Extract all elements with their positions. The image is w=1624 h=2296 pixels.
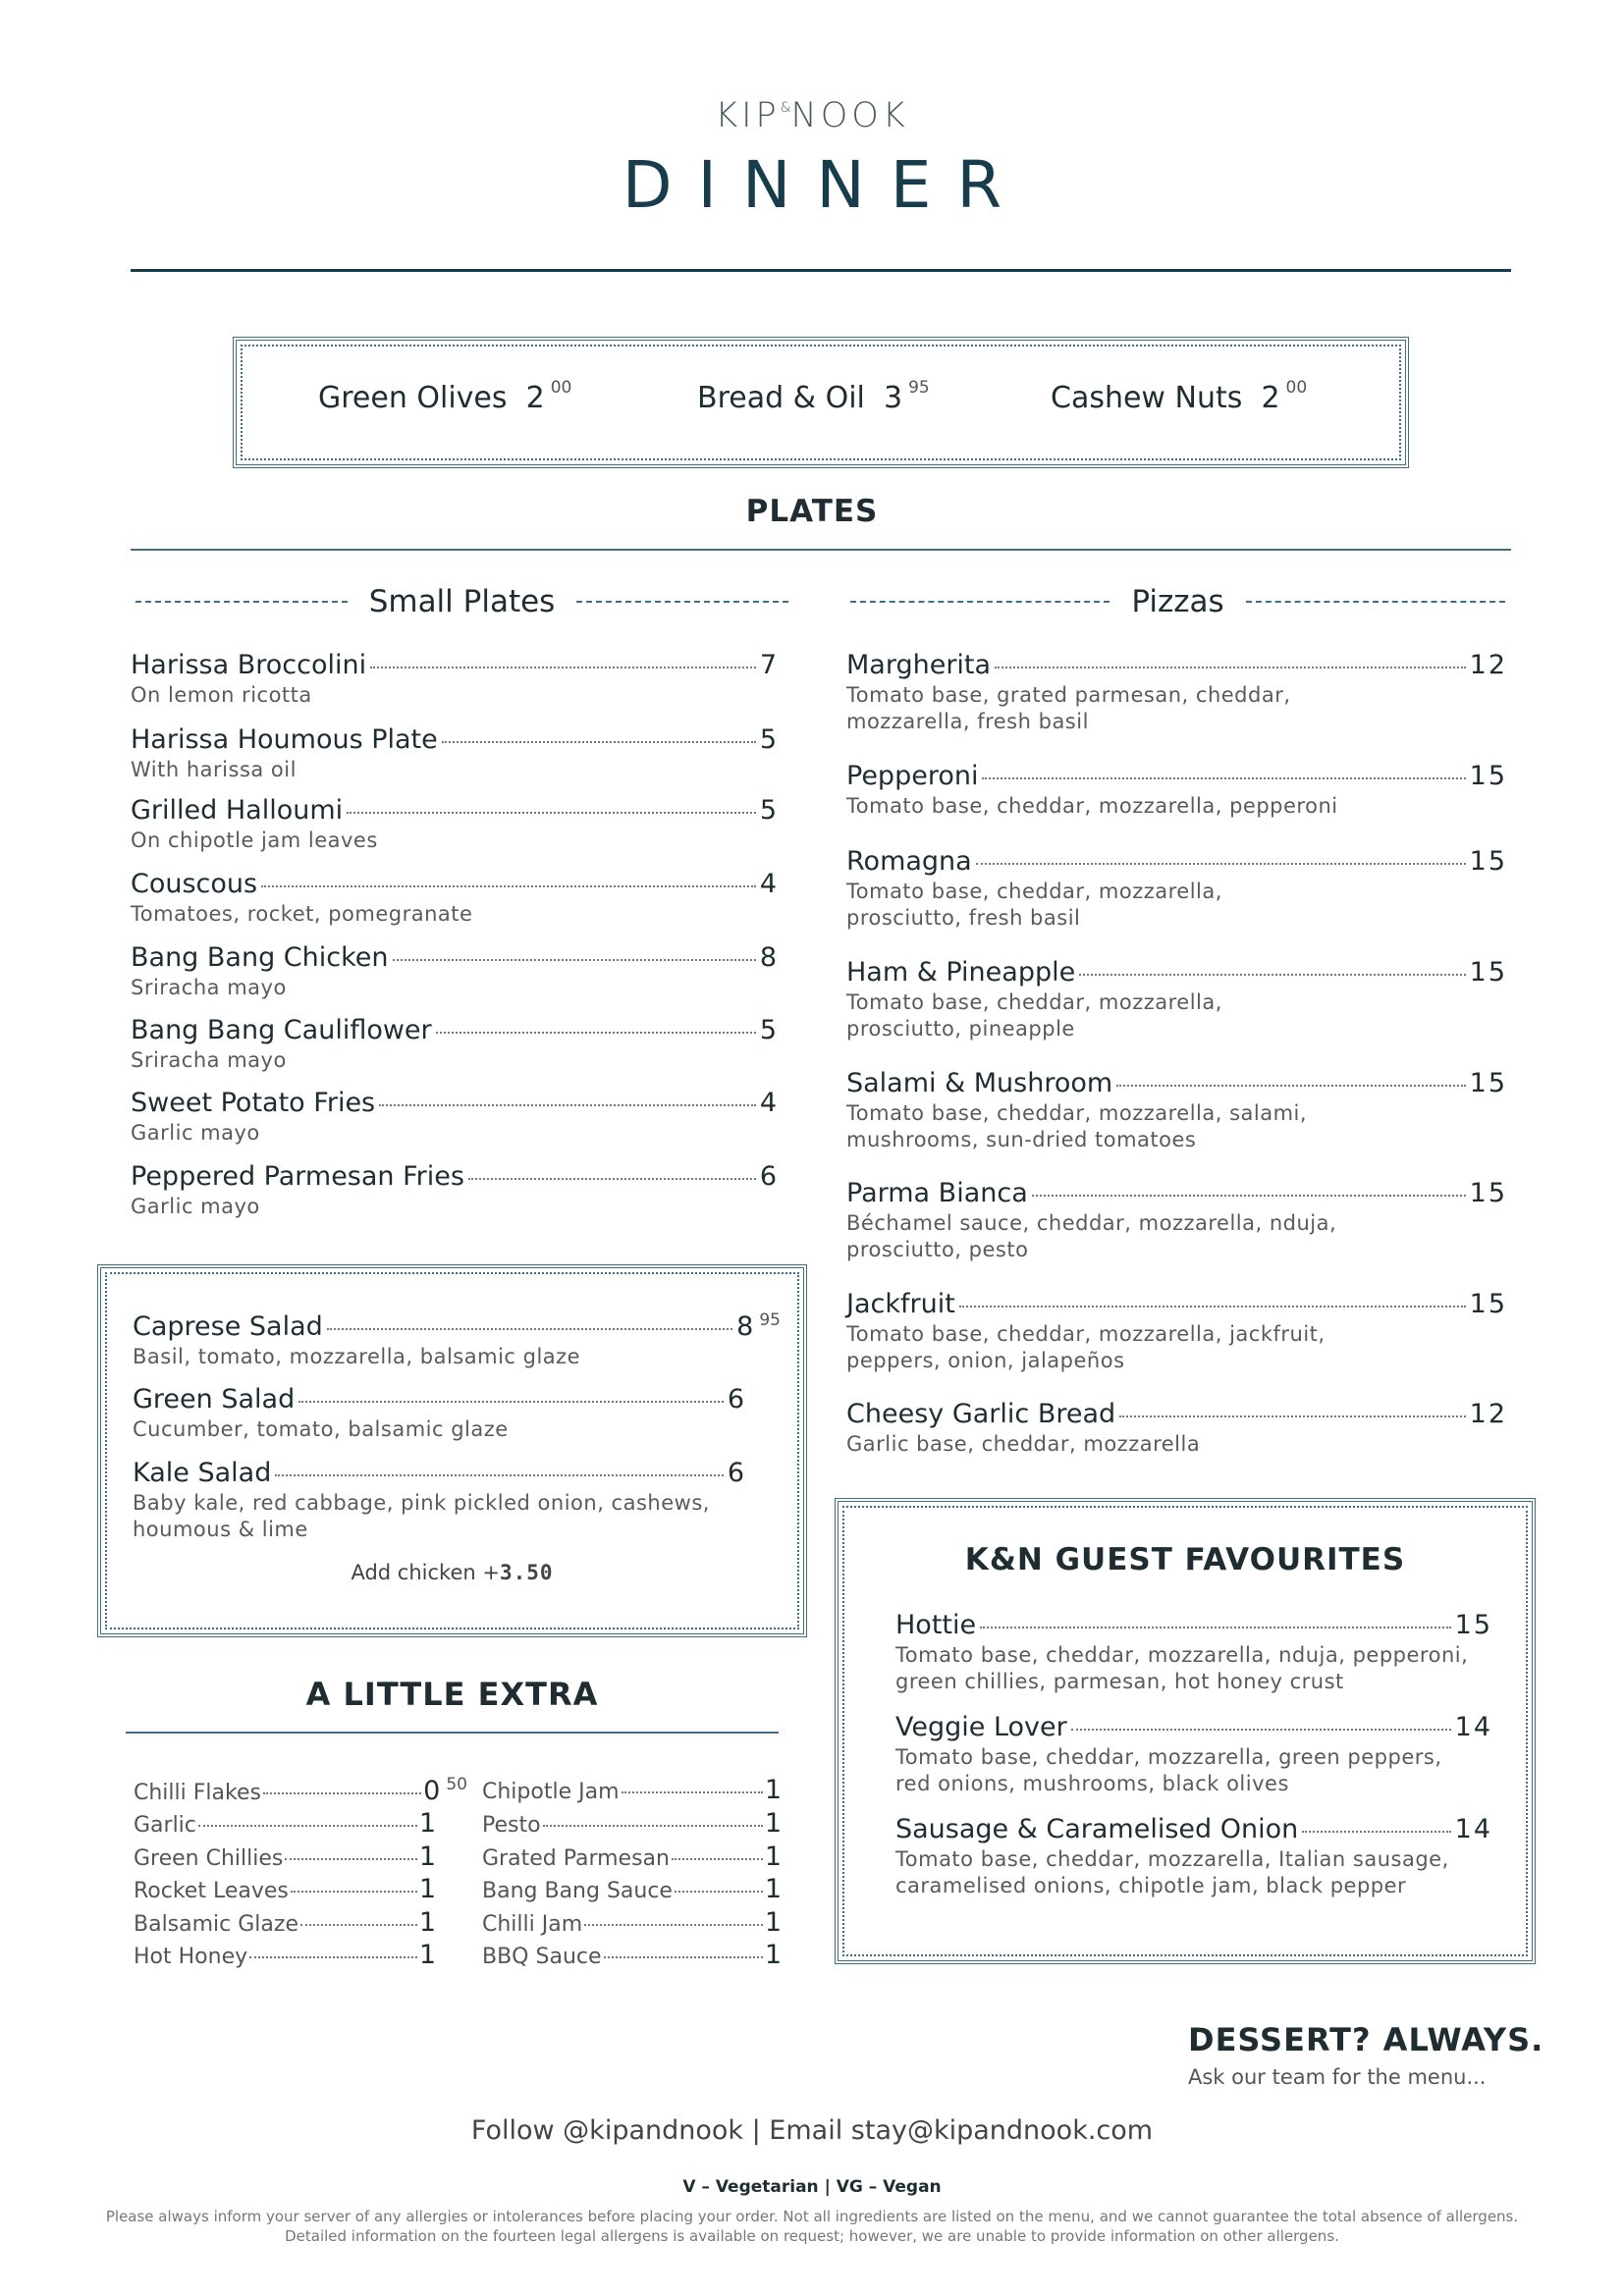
item-description: Tomato base, cheddar, mozzarella, salami, mushrooms, sun-dried tomatoes (846, 1101, 1308, 1151)
extra-name: Balsamic Glaze (134, 1912, 298, 1937)
extra-item (134, 1940, 436, 1970)
item-name: Caprese Salad (133, 1311, 323, 1342)
leader-dots (370, 667, 756, 668)
dessert-subtext: Ask our team for the menu... (1188, 2065, 1487, 2089)
item-name: Couscous (131, 869, 258, 899)
extras-divider (126, 1732, 779, 1734)
item-price: 8 (759, 942, 779, 973)
item-description: With harissa oil (131, 758, 297, 781)
item-description: Garlic mayo (131, 1121, 260, 1145)
item-price (736, 1310, 781, 1342)
item-price: 6 (759, 1161, 779, 1192)
item-description: Béchamel sauce, cheddar, mozzarella, nduja, prosciutto, pesto (846, 1211, 1337, 1261)
leader-dots (285, 1858, 416, 1860)
leader-dots (980, 1627, 1451, 1629)
extra-name: Chilli Flakes (134, 1781, 261, 1805)
menu-item (846, 957, 1507, 1042)
leader-dots (982, 777, 1465, 779)
extras-heading: A LITTLE EXTRA (305, 1676, 599, 1713)
item-name: Bang Bang Cauliflower (131, 1015, 432, 1045)
leader-dots (442, 741, 756, 743)
leader-dots (261, 885, 756, 887)
starter-pence: 00 (550, 378, 572, 398)
item-price: 6 (727, 1458, 746, 1488)
item-name: Hottie (895, 1610, 977, 1640)
price-pounds: 8 (736, 1311, 756, 1342)
item-name: Veggie Lover (895, 1712, 1067, 1742)
menu-item (131, 724, 779, 783)
leader-dots (291, 1891, 417, 1893)
extra-item (482, 1874, 782, 1904)
extra-price: 1 (764, 1842, 782, 1872)
extra-item (482, 1775, 782, 1805)
item-price: 12 (1469, 1399, 1507, 1429)
menu-item (133, 1458, 746, 1543)
extra-price: 1 (418, 1842, 436, 1872)
extra-name: Chilli Jam (482, 1912, 583, 1937)
dash-rule (135, 601, 348, 603)
addon-text: Add chicken + (351, 1561, 500, 1584)
item-name: Bang Bang Chicken (131, 942, 389, 973)
extra-name: Garlic (134, 1813, 196, 1838)
brand-right: NOOK (790, 96, 909, 135)
extra-name: Grated Parmesan (482, 1846, 670, 1871)
starter-price: 3 (883, 381, 903, 415)
item-name: Green Salad (133, 1384, 296, 1415)
leader-dots (976, 863, 1466, 865)
item-price: 7 (759, 650, 779, 680)
menu-item (133, 1384, 746, 1443)
item-price: 15 (1469, 846, 1507, 877)
leader-dots (604, 1956, 763, 1958)
menu-item (895, 1712, 1492, 1797)
starter-name: Bread & Oil (697, 381, 865, 415)
extra-item (482, 1907, 782, 1938)
menu-item (846, 650, 1507, 735)
extra-item (134, 1808, 436, 1839)
extra-item (134, 1842, 436, 1872)
menu-item (131, 869, 779, 928)
item-name: Sweet Potato Fries (131, 1088, 376, 1118)
header-divider (131, 269, 1511, 272)
extra-name: Bang Bang Sauce (482, 1879, 673, 1903)
extra-item (482, 1808, 782, 1839)
item-description: Tomato base, grated parmesan, cheddar, mozzarella, fresh basil (846, 683, 1291, 733)
item-description: Tomato base, cheddar, mozzarella, nduja, pepperoni, green chillies, parmesan, hot honey crust (895, 1643, 1469, 1693)
guest-favourites-heading: K&N GUEST FAVOURITES (964, 1542, 1406, 1577)
leader-dots (379, 1104, 756, 1106)
leader-dots (1032, 1195, 1466, 1197)
contact-line: Follow @kipandnook | Email stay@kipandnook.com (470, 2115, 1154, 2146)
item-price: 5 (759, 1015, 779, 1045)
extra-price: 1 (764, 1940, 782, 1970)
starter-item (1051, 378, 1308, 415)
item-description: Garlic mayo (131, 1195, 260, 1218)
menu-item (131, 1015, 779, 1074)
brand-amp: & (780, 100, 791, 116)
starter-item (318, 378, 572, 415)
leader-dots (672, 1858, 763, 1860)
starter-price: 2 (1261, 381, 1280, 415)
leader-dots (347, 812, 756, 814)
menu-item (846, 846, 1507, 932)
disclaimer-line: Detailed information on the fourteen legal allergens is available on request; however, we are unable to provide information on other allergens. (285, 2227, 1339, 2245)
leader-dots (1119, 1415, 1466, 1417)
menu-item (131, 1088, 779, 1147)
brand-left: KIP (715, 96, 781, 135)
leader-dots (1116, 1085, 1465, 1087)
small-plates-heading (135, 584, 788, 619)
menu-item (846, 1399, 1507, 1458)
leader-dots (959, 1306, 1466, 1308)
starter-name: Cashew Nuts (1051, 381, 1243, 415)
item-name: Sausage & Caramelised Onion (895, 1814, 1299, 1844)
item-name: Margherita (846, 650, 992, 680)
leader-dots (543, 1825, 763, 1827)
extra-price: 1 (764, 1907, 782, 1938)
item-name: Romagna (846, 846, 972, 877)
disclaimer-line: Please always inform your server of any allergies or intolerances before placing your order. Not all ingredients are listed on the menu, and we cannot guarantee the total absence of allergens. (105, 2208, 1519, 2225)
extra-name: Green Chillies (134, 1846, 284, 1871)
item-price: 14 (1454, 1712, 1492, 1742)
price-pence: 50 (446, 1775, 467, 1794)
extra-price: 1 (764, 1874, 782, 1904)
extra-price: 1 (764, 1775, 782, 1805)
item-description: On chipotle jam leaves (131, 828, 378, 852)
item-name: Ham & Pineapple (846, 957, 1076, 988)
item-price: 15 (1469, 1068, 1507, 1098)
extra-price: 1 (418, 1940, 436, 1970)
leader-dots (622, 1791, 763, 1793)
extra-item (482, 1842, 782, 1872)
item-price: 15 (1469, 1289, 1507, 1319)
menu-item (133, 1310, 781, 1370)
item-price: 5 (759, 724, 779, 755)
item-name: Jackfruit (846, 1289, 955, 1319)
leader-dots (275, 1474, 723, 1476)
dash-rule (850, 601, 1110, 603)
starter-pence: 00 (1285, 378, 1308, 398)
plates-heading: PLATES (745, 494, 879, 529)
extra-price: 1 (418, 1808, 436, 1839)
item-price: 14 (1454, 1814, 1492, 1844)
leader-dots (468, 1178, 756, 1180)
item-price: 15 (1469, 761, 1507, 791)
item-description: On lemon ricotta (131, 683, 312, 707)
leader-dots (300, 1924, 417, 1926)
extra-price: 1 (418, 1874, 436, 1904)
item-name: Pepperoni (846, 761, 979, 791)
extra-name: Chipotle Jam (482, 1780, 620, 1804)
starter-price: 2 (525, 381, 545, 415)
item-description: Cucumber, tomato, balsamic glaze (133, 1417, 509, 1441)
item-name: Salami & Mushroom (846, 1068, 1113, 1098)
leader-dots (393, 959, 756, 961)
menu-item (131, 942, 779, 1001)
item-description: Baby kale, red cabbage, pink pickled onion, cashews, houmous & lime (133, 1491, 710, 1541)
brand-logo (0, 96, 1624, 135)
item-price: 4 (759, 869, 779, 899)
item-price: 6 (727, 1384, 746, 1415)
leader-dots (584, 1924, 763, 1926)
menu-item (846, 1289, 1507, 1374)
item-price: 4 (759, 1088, 779, 1118)
menu-item (131, 795, 779, 854)
extra-name: Hot Honey (134, 1945, 248, 1969)
menu-item (895, 1610, 1492, 1695)
dessert-heading: DESSERT? ALWAYS. (1188, 2021, 1544, 2058)
item-name: Harissa Houmous Plate (131, 724, 438, 755)
leader-dots (327, 1328, 732, 1330)
leader-dots (1071, 1729, 1451, 1731)
menu-item (131, 1161, 779, 1220)
leader-dots (1079, 974, 1465, 976)
item-name: Harissa Broccolini (131, 650, 367, 680)
dash-rule (576, 601, 788, 603)
menu-item (846, 1068, 1507, 1153)
item-price: 5 (759, 795, 779, 826)
plates-divider (131, 549, 1511, 551)
extra-name: BBQ Sauce (482, 1945, 602, 1969)
extra-price (423, 1775, 467, 1806)
item-description: Tomato base, cheddar, mozzarella, prosciutto, fresh basil (846, 880, 1222, 930)
leader-dots (263, 1792, 421, 1794)
pizzas-heading (850, 584, 1505, 619)
starter-item (697, 378, 930, 415)
price-pounds: 0 (423, 1776, 441, 1806)
item-name: Parma Bianca (846, 1178, 1028, 1208)
menu-item (846, 1178, 1507, 1263)
extra-item (482, 1940, 782, 1970)
item-name: Cheesy Garlic Bread (846, 1399, 1116, 1429)
item-description: Sriracha mayo (131, 976, 287, 999)
allergen-disclaimer (59, 2207, 1565, 2246)
extra-price: 1 (764, 1808, 782, 1839)
item-price: 15 (1469, 1178, 1507, 1208)
leader-dots (198, 1825, 417, 1827)
item-description: Tomatoes, rocket, pomegranate (131, 902, 473, 926)
extra-price: 1 (418, 1907, 436, 1938)
item-price: 12 (1469, 650, 1507, 680)
menu-item (846, 761, 1507, 820)
leader-dots (995, 667, 1466, 668)
leader-dots (249, 1956, 417, 1958)
small-plates-title: Small Plates (368, 584, 556, 619)
starter-pence: 95 (908, 378, 930, 398)
item-description: Garlic base, cheddar, mozzarella (846, 1432, 1201, 1456)
page-title: DINNER (622, 147, 1028, 223)
leader-dots (436, 1032, 756, 1034)
item-price: 15 (1454, 1610, 1492, 1640)
extra-item (134, 1775, 467, 1806)
pizzas-title: Pizzas (1131, 584, 1224, 619)
item-name: Kale Salad (133, 1458, 272, 1488)
item-description: Tomato base, cheddar, mozzarella, jackfruit, peppers, onion, jalapeños (846, 1322, 1326, 1372)
price-pence: 95 (759, 1310, 781, 1330)
leader-dots (298, 1401, 724, 1403)
item-description: Tomato base, cheddar, mozzarella, pepperoni (846, 794, 1338, 818)
diet-legend: V – Vegetarian | VG – Vegan (682, 2177, 942, 2197)
item-name: Peppered Parmesan Fries (131, 1161, 464, 1192)
extra-name: Pesto (482, 1813, 541, 1838)
item-price: 15 (1469, 957, 1507, 988)
menu-item (131, 650, 779, 709)
addon-price: 3.50 (499, 1561, 554, 1584)
dash-rule (1246, 601, 1505, 603)
item-description: Tomato base, cheddar, mozzarella, green peppers, red onions, mushrooms, black olives (895, 1745, 1442, 1795)
extra-item (134, 1874, 436, 1904)
extra-name: Rocket Leaves (134, 1879, 289, 1903)
extra-item (134, 1907, 436, 1938)
leader-dots (675, 1891, 763, 1893)
leader-dots (1302, 1831, 1450, 1833)
item-description: Tomato base, cheddar, mozzarella, Italian sausage, caramelised onions, chipotle jam, black pepper (895, 1847, 1449, 1897)
item-description: Basil, tomato, mozzarella, balsamic glaze (133, 1345, 581, 1368)
item-description: Sriracha mayo (131, 1048, 287, 1072)
item-description: Tomato base, cheddar, mozzarella, prosciutto, pineapple (846, 990, 1222, 1041)
starter-name: Green Olives (318, 381, 508, 415)
item-name: Grilled Halloumi (131, 795, 344, 826)
menu-item (895, 1814, 1492, 1899)
add-chicken-note (97, 1561, 807, 1584)
